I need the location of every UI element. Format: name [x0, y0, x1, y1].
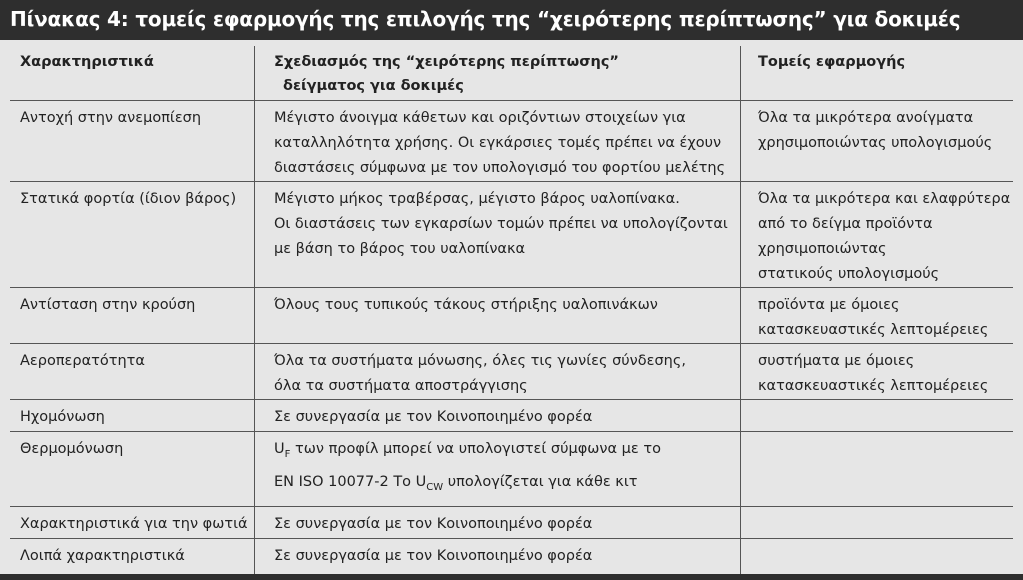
row-feature: Θερμομόνωση: [20, 441, 124, 457]
ucw-prefix: EN ISO 10077-2 Το U: [274, 474, 427, 490]
header-features: Χαρακτηριστικά: [20, 54, 154, 70]
row-feature: Αεροπερατότητα: [20, 353, 145, 369]
row-divider: [10, 287, 1013, 288]
header-scope: Τομείς εφαρμογής: [758, 54, 906, 70]
row-design-line: Οι διαστάσεις των εγκαρσίων τομών πρέπει να υπολογίζονται: [274, 216, 728, 232]
row-feature: Χαρακτηριστικά για την φωτιά: [20, 516, 248, 532]
title-bar: [0, 0, 1023, 40]
column-divider: [740, 46, 741, 574]
row-scope-line: χρησιμοποιώντας υπολογισμούς: [758, 135, 993, 151]
ucw-text: υπολογίζεται για κάθε κιτ: [443, 474, 638, 490]
row-design-line-uf: [274, 437, 661, 461]
row-design-line: Σε συνεργασία με τον Κοινοποιημένο φορέα: [274, 409, 593, 425]
u-subscript: F: [284, 449, 291, 460]
row-scope-line: στατικούς υπολογισμούς: [758, 266, 940, 282]
row-design-line: Μέγιστο άνοιγμα κάθετων και οριζόντιων στοιχείων για: [274, 110, 686, 126]
row-scope-line: προϊόντα με όμοιες: [758, 297, 900, 313]
row-scope-line: κατασκευαστικές λεπτομέρειες: [758, 322, 989, 338]
row-feature: Στατικά φορτία (ίδιον βάρος): [20, 191, 237, 207]
u-symbol: U: [274, 441, 285, 457]
row-design-line: διαστάσεις σύμφωνα με τον υπολογισμό του φορτίου μελέτης: [274, 160, 726, 176]
row-design-line: Μέγιστο μήκος τραβέρσας, μέγιστο βάρος υαλοπίνακα.: [274, 191, 680, 207]
row-design-line: όλα τα συστήματα αποστράγγισης: [274, 378, 528, 394]
row-divider: [10, 538, 1013, 539]
row-scope-line: από το δείγμα προϊόντα: [758, 216, 933, 232]
row-divider: [10, 343, 1013, 344]
row-scope-line: χρησιμοποιώντας: [758, 241, 887, 257]
ucw-subscript: CW: [426, 482, 444, 493]
row-feature: Αντίσταση στην κρούση: [20, 297, 196, 313]
row-feature: Αντοχή στην ανεμοπίεση: [20, 110, 202, 126]
column-divider: [254, 46, 255, 574]
header-design-line2: δείγματος για δοκιμές: [283, 78, 464, 94]
row-design-line: Σε συνεργασία με τον Κοινοποιημένο φορέα: [274, 516, 593, 532]
row-design-line: Όλους τους τυπικούς τάκους στήριξης υαλοπινάκων: [274, 297, 658, 313]
row-scope-line: Όλα τα μικρότερα ανοίγματα: [758, 110, 974, 126]
table-title: Πίνακας 4: τομείς εφαρμογής της επιλογής της “χειρότερης περίπτωσης” για δοκιμές: [10, 7, 961, 31]
header-design-line1: Σχεδιασμός της “χειρότερης περίπτωσης”: [274, 54, 619, 70]
row-scope-line: Όλα τα μικρότερα και ελαφρύτερα: [758, 191, 1011, 207]
row-scope-line: κατασκευαστικές λεπτομέρειες: [758, 378, 989, 394]
data-table: [0, 40, 1023, 580]
row-divider: [10, 506, 1013, 507]
row-design-line-ucw: [274, 470, 637, 494]
row-feature: Ηχομόνωση: [20, 409, 105, 425]
row-divider: [10, 100, 1013, 101]
row-design-line: Σε συνεργασία με τον Κοινοποιημένο φορέα: [274, 548, 593, 564]
row-feature: Λοιπά χαρακτηριστικά: [20, 548, 185, 564]
bottom-rule: [0, 574, 1023, 580]
row-design-line: Όλα τα συστήματα μόνωσης, όλες τις γωνίες σύνδεσης,: [274, 353, 686, 369]
row-divider: [10, 181, 1013, 182]
row-design-line: με βάση το βάρος του υαλοπίνακα: [274, 241, 526, 257]
row-design-line: καταλληλότητα χρήσης. Οι εγκάρσιες τομές πρέπει να έχουν: [274, 135, 722, 151]
u-text: των προφίλ μπορεί να υπολογιστεί σύμφωνα με το: [290, 441, 661, 457]
row-divider: [10, 431, 1013, 432]
row-divider: [10, 399, 1013, 400]
row-scope-line: συστήματα με όμοιες: [758, 353, 915, 369]
